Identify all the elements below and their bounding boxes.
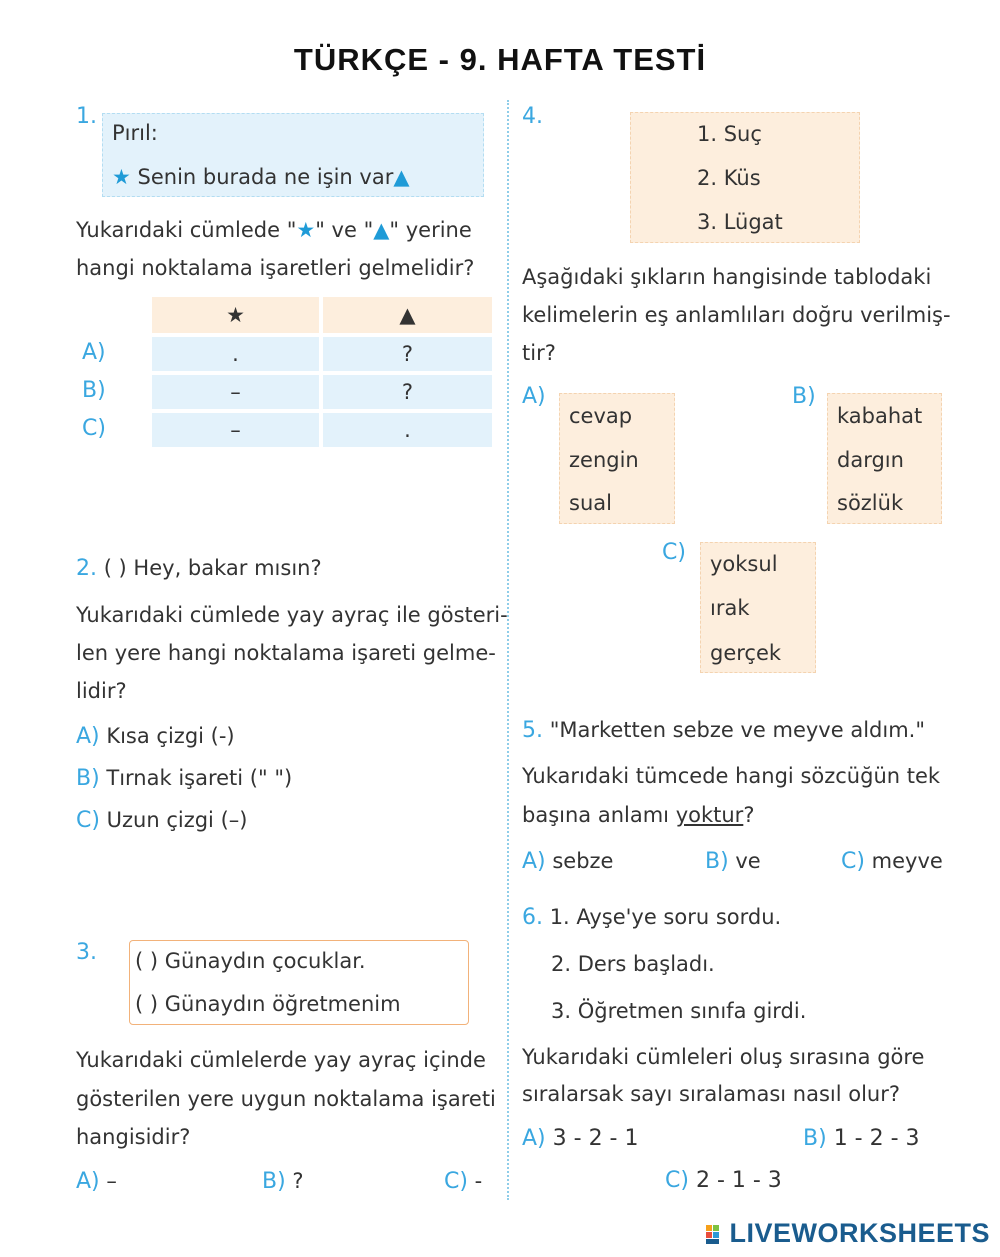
q3-option-b[interactable]: B) ? xyxy=(262,1169,304,1194)
q4-option-a[interactable]: A) xyxy=(522,384,546,409)
q1-option-a[interactable]: A) xyxy=(82,340,106,365)
q1-table xyxy=(152,297,492,449)
q1-c-tri: . xyxy=(404,418,411,442)
q2-option-c[interactable]: C) Uzun çizgi (–) xyxy=(76,808,248,833)
q3-number: 3. xyxy=(76,940,97,965)
q4-a-word-1: cevap xyxy=(569,404,633,428)
q4-b-word-3: sözlük xyxy=(837,491,904,515)
liveworksheets-logo-icon xyxy=(706,1223,726,1245)
q4-text-line1: Aşağıdaki şıkların hangisinde tablodaki xyxy=(522,265,932,289)
q3-option-c[interactable]: C) - xyxy=(444,1169,483,1194)
q6-number: 6. xyxy=(522,905,543,930)
q1-b-star: – xyxy=(230,380,241,404)
q2-option-a[interactable]: A) Kısa çizgi (-) xyxy=(76,724,235,749)
q1-box-line2: ★ Senin burada ne işin var▲ xyxy=(112,165,410,189)
q4-b-word-1: kabahat xyxy=(837,404,923,428)
q2-number: 2. xyxy=(76,556,97,581)
q1-c-star: – xyxy=(230,418,241,442)
q4-b-word-2: dargın xyxy=(837,448,904,472)
q4-option-b[interactable]: B) xyxy=(792,384,816,409)
q2-text-line1: Yukarıdaki cümlede yay ayraç ile gösteri- xyxy=(76,603,508,627)
q5-text-line2: başına anlamı yoktur? xyxy=(522,803,755,827)
q1-text-line2: hangi noktalama işaretleri gelmelidir? xyxy=(76,256,475,280)
q4-word-1: 1. Suç xyxy=(697,122,762,146)
q3-text-line2: gösterilen yere uygun noktalama işareti xyxy=(76,1087,496,1111)
q2-text-line3: lidir? xyxy=(76,679,127,703)
q1-b-tri: ? xyxy=(401,380,414,404)
q1-option-b[interactable]: B) xyxy=(82,378,106,403)
q5-option-b[interactable]: B) ve xyxy=(705,849,761,874)
q4-c-word-2: ırak xyxy=(710,596,750,620)
q6-item-1: 6. 1. Ayşe'ye soru sordu. xyxy=(522,905,782,930)
q6-text-line2: sıralarsak sayı sıralaması nasıl olur? xyxy=(522,1082,900,1106)
q2-option-b[interactable]: B) Tırnak işareti (" ") xyxy=(76,766,293,791)
q4-number: 4. xyxy=(522,104,543,129)
q6-option-b[interactable]: B) 1 - 2 - 3 xyxy=(803,1126,920,1151)
q3-box-line1: ( ) Günaydın çocuklar. xyxy=(135,949,366,973)
triangle-icon: ▲ xyxy=(393,165,410,189)
q3-text-line3: hangisidir? xyxy=(76,1125,191,1149)
q4-c-word-1: yoksul xyxy=(710,552,778,576)
triangle-icon: ▲ xyxy=(399,303,416,327)
q1-a-tri: ? xyxy=(401,342,414,366)
star-icon: ★ xyxy=(226,303,245,327)
q4-text-line2: kelimelerin eş anlamlıları doğru verilmiş- xyxy=(522,303,951,327)
q3-option-a[interactable]: A) – xyxy=(76,1169,117,1194)
star-icon: ★ xyxy=(112,165,131,189)
q1-number: 1. xyxy=(76,104,97,129)
q6-item-2: 2. Ders başladı. xyxy=(551,952,715,976)
q3-box-line2: ( ) Günaydın öğretmenim xyxy=(135,992,401,1016)
page-title: TÜRKÇE - 9. HAFTA TESTİ xyxy=(293,42,707,77)
q4-a-word-2: zengin xyxy=(569,448,639,472)
q6-text-line1: Yukarıdaki cümleleri oluş sırasına göre xyxy=(522,1045,925,1069)
q6-item-3: 3. Öğretmen sınıfa girdi. xyxy=(551,999,807,1023)
q4-text-line3: tir? xyxy=(522,341,556,365)
q2-text-line2: len yere hangi noktalama işareti gelme- xyxy=(76,641,496,665)
q1-option-c[interactable]: C) xyxy=(82,416,106,441)
q4-option-c[interactable]: C) xyxy=(662,540,686,565)
triangle-icon: ▲ xyxy=(373,218,390,242)
q6-option-c[interactable]: C) 2 - 1 - 3 xyxy=(665,1168,782,1193)
q5-option-c[interactable]: C) meyve xyxy=(841,849,943,874)
q1-box-line1: Pırıl: xyxy=(112,121,158,145)
liveworksheets-logo[interactable]: LIVEWORKSHEETS xyxy=(706,1218,990,1249)
q3-text-line1: Yukarıdaki cümlelerde yay ayraç içinde xyxy=(76,1048,486,1072)
star-icon: ★ xyxy=(296,218,316,242)
column-divider xyxy=(507,100,509,1200)
q1-text-line1: Yukarıdaki cümlede "★" ve "▲" yerine xyxy=(76,218,472,242)
q2-header: 2. ( ) Hey, bakar mısın? xyxy=(76,556,322,581)
q1-a-star: . xyxy=(232,342,239,366)
q5-number: 5. xyxy=(522,718,543,743)
q4-a-word-3: sual xyxy=(569,491,612,515)
q6-option-a[interactable]: A) 3 - 2 - 1 xyxy=(522,1126,639,1151)
q4-word-2: 2. Küs xyxy=(697,166,761,190)
q5-text-line1: Yukarıdaki tümcede hangi sözcüğün tek xyxy=(522,764,941,788)
q5-header: 5. "Marketten sebze ve meyve aldım." xyxy=(522,718,925,743)
q4-c-word-3: gerçek xyxy=(710,641,782,665)
q4-word-3: 3. Lügat xyxy=(697,210,783,234)
q5-option-a[interactable]: A) sebze xyxy=(522,849,614,874)
